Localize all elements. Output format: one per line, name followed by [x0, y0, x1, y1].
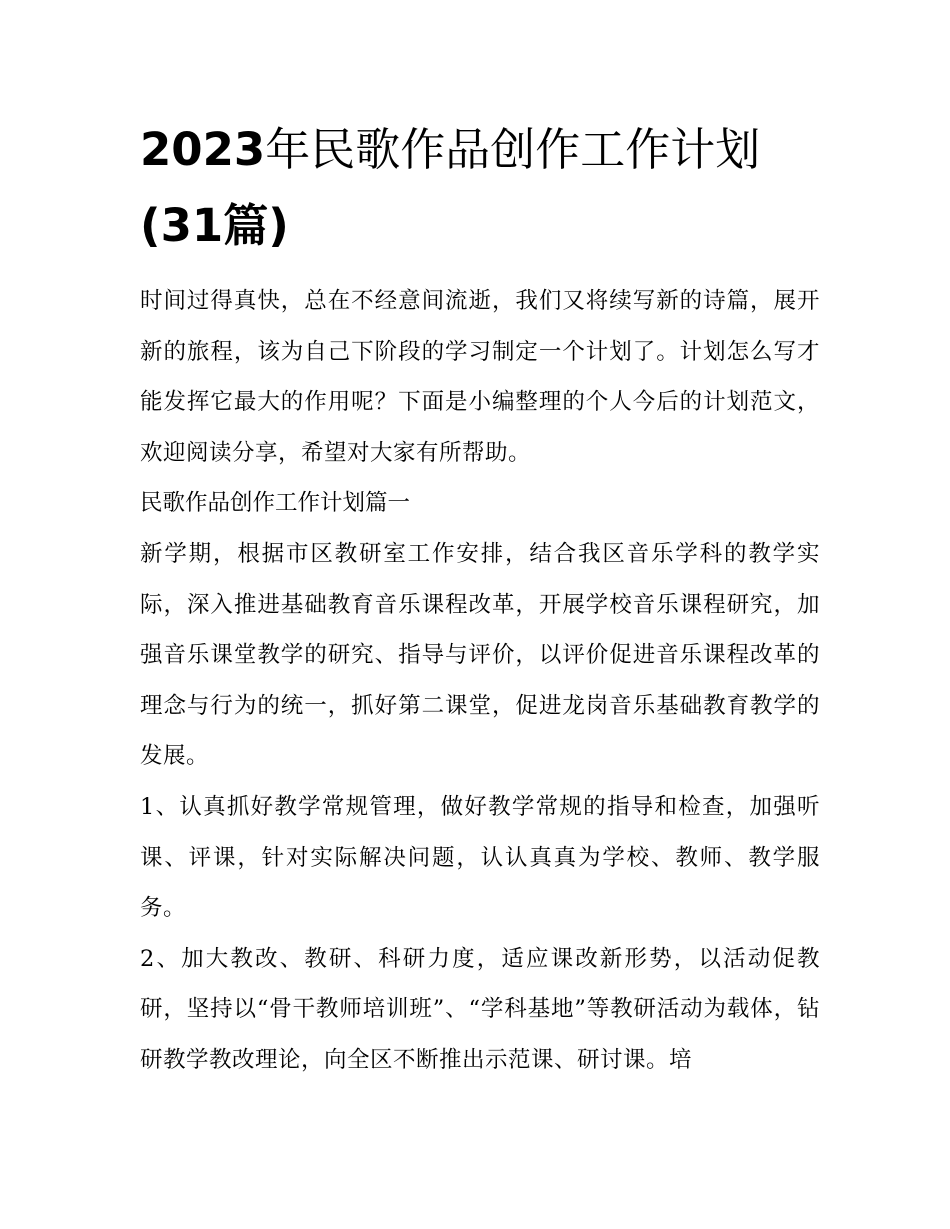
body-paragraph: 新学期，根据市区教研室工作安排，结合我区音乐学科的教学实际，深入推进基础教育音乐课程改革，开展学校音乐课程研究，加强音乐课堂教学的研究、指导与评价，以评价促进音乐课程改革的理念与行为的统一，抓好第二课堂，促进龙岗音乐基础教育教学的发展。 — [140, 540, 820, 770]
body-paragraph: 2、加大教改、教研、科研力度，适应课改新形势，以活动促教研，坚持以“骨干教师培训班”、“学科基地”等教研活动为载体，钻研教学教改理论，向全区不断推出示范课、研讨课。培 — [140, 945, 820, 1073]
section-heading: 民歌作品创作工作计划篇一 — [140, 490, 411, 517]
title-year: 2023 — [140, 123, 266, 176]
document-page — [140, 112, 820, 1086]
title-count: (31 — [140, 199, 224, 252]
title-count-suffix: 篇) — [223, 199, 289, 252]
body-paragraph: 1、认真抓好教学常规管理，做好教学常规的指导和检查，加强听课、评课，针对实际解决问题，认认真真为学校、教师、教学服务。 — [140, 793, 820, 922]
document-title — [140, 112, 820, 264]
intro-paragraph: 时间过得真快，总在不经意间流逝，我们又将续写新的诗篇，展开新的旅程，该为自己下阶段的学习制定一个计划了。计划怎么写才能发挥它最大的作用呢？下面是小编整理的个人今后的计划范文，欢迎阅读分享，希望对大家有所帮助。 — [140, 288, 820, 466]
title-main: 年民歌作品创作工作计划 — [265, 123, 761, 176]
